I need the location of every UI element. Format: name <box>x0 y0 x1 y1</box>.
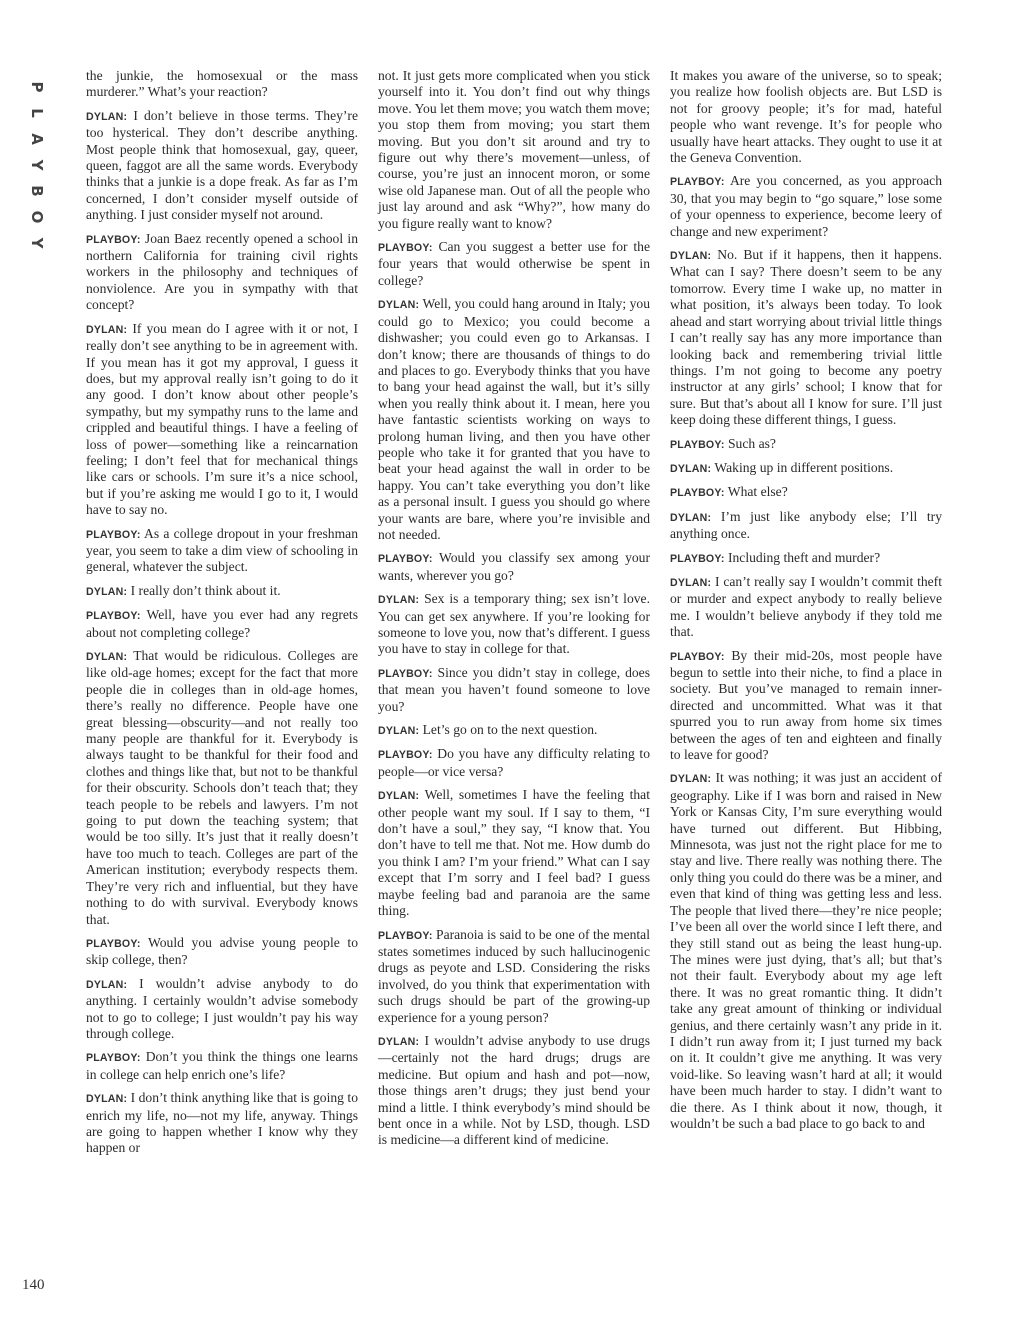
text-column-1 <box>86 68 358 1164</box>
logo-letter: B <box>28 185 46 197</box>
interview-paragraph <box>378 1033 650 1149</box>
speaker-label: DYLAN: <box>378 790 420 803</box>
speaker-label: DYLAN: <box>86 323 128 336</box>
paragraph-text: Do you have any difficulty relating to people—or vice versa? <box>378 746 650 779</box>
interview-paragraph <box>670 550 942 567</box>
interview-paragraph <box>86 231 358 314</box>
paragraph-text: Paranoia is said to be one of the mental states sometimes induced by such hallucinogenic drugs as peyote and LSD. Considering the risks involved, do you think that experimentation with such drugs should be part of the growing-up experience for a young person? <box>378 926 650 1025</box>
paragraph-text: As a college dropout in your freshman year, you seem to take a dim view of schooling in general, whatever the subject. <box>86 525 358 575</box>
logo-letter: Y <box>28 159 46 171</box>
paragraph-text: Such as? <box>727 435 776 451</box>
interview-paragraph <box>670 648 942 764</box>
speaker-label: PLAYBOY: <box>86 1052 141 1065</box>
speaker-label: PLAYBOY: <box>86 610 141 623</box>
interview-paragraph <box>378 746 650 780</box>
interview-paragraph <box>670 247 942 428</box>
speaker-label: DYLAN: <box>378 594 420 607</box>
speaker-label: DYLAN: <box>378 725 420 738</box>
speaker-label: DYLAN: <box>86 978 128 991</box>
interview-paragraph <box>86 321 358 519</box>
paragraph-text: Waking up in different positions. <box>714 459 894 475</box>
logo-letter: L <box>28 108 46 118</box>
paragraph-text: Joan Baez recently opened a school in northern California for training civil rights workers in the philosophy and techniques of nonviolence. Are you in sympathy with that concept? <box>86 230 359 313</box>
paragraph-text: Are you concerned, as you approach 30, that you may begin to “go square,” lose some of your openness to experience, become leery of change and new experiment? <box>670 173 942 239</box>
speaker-label: PLAYBOY: <box>670 438 725 451</box>
speaker-label: DYLAN: <box>378 1035 420 1048</box>
continued-paragraph <box>86 68 358 101</box>
paragraph-text: I wouldn’t advise anybody to use drugs—certainly not the hard drugs; drugs are medicine. But opium and hash and pot—now, those things aren’t drugs; they just bend your mind a little. I think everybody’s mind should be bent once in a while. Not by LSD, though. LSD is medicine—a different kind of medicine. <box>378 1032 650 1148</box>
speaker-label: DYLAN: <box>670 773 712 786</box>
interview-paragraph <box>378 550 650 584</box>
speaker-label: PLAYBOY: <box>670 552 725 565</box>
interview-paragraph <box>670 436 942 453</box>
interview-paragraph <box>670 173 942 240</box>
speaker-label: PLAYBOY: <box>86 233 141 246</box>
interview-paragraph <box>86 526 358 576</box>
interview-paragraph <box>670 509 942 543</box>
interview-paragraph <box>86 607 358 641</box>
paragraph-text: It was nothing; it was just an accident of geography. Like if I was born and raised in New York or Kansas City, I’m sure everything would have turned out different. But Hibbing, Minnesota, was just not the right place for me to stay and live. There really was nothing there. The only thing you could do there was be a miner, and even that kind of thing was getting less and less. The people that lived there—they’re nice people; I’ve been all over the world since I left there, and they still stand out as being the least hung-up. The mines were just dying, that’s all; but that’s not their fault. Everybody about my age left there. It was no great romantic thing. It didn’t take any great amount of thinking or individual genius, and there certainly wasn’t any pride in it. I didn’t run away from it; I just turned my back on it. It couldn’t give me anything. It was very void-like. So leaving wasn’t hard at all; it would have been much harder to stay. I didn’t want to die there. As I think about it now, though, it wouldn’t be such a bad place to go back to and <box>670 770 942 1131</box>
paragraph-text: Sex is a temporary thing; sex isn’t love. You can get sex anywhere. If you’re looking for someone to love you, now that’s different. I guess you have to stay in college for that. <box>378 591 650 657</box>
interview-paragraph <box>378 722 650 739</box>
page-number: 140 <box>22 1277 45 1293</box>
speaker-label: PLAYBOY: <box>378 553 433 566</box>
paragraph-text: Would you advise young people to skip college, then? <box>86 934 359 968</box>
interview-paragraph <box>670 770 942 1132</box>
speaker-label: PLAYBOY: <box>670 487 725 500</box>
logo-letter: A <box>28 133 46 145</box>
paragraph-text: Can you suggest a better use for the four years that would otherwise be spent in college? <box>378 239 650 288</box>
interview-paragraph <box>378 665 650 715</box>
paragraph-text: If you mean do I agree with it or not, I really don’t see anything to be in agreement with. If you mean has it got my approval, I guess it does, but my approval really isn’t going to do it any good. I don’t know about other people’s sympathy, but my sympathy runs to the lame and crippled and beautiful things. I have a feeling of loss of power—something like a reincarnation feeling; I don’t feel that for mechanical things like cars or schools. I’m sure it’s a nice school, but if you’re asking me would I go to it, I would have to say no. <box>86 320 358 518</box>
interview-paragraph <box>378 591 650 658</box>
paragraph-text: Well, you could hang around in Italy; you could go to Mexico; you could become a dishwasher; you could even go to Arkansas. I don’t know; there are thousands of things to do and places to go. Everybody thinks that you have to bang your head against the wall, but it’s silly when you really think about it. I mean, here you have fantastic scientists working on ways to prolong human living, and then you have other people who take it for granted that you have to beat your head against the wall in order to be happy. You can’t take everything you don’t like as a personal insult. I guess you should go where your wants are bare, where you’re invisible and not needed. <box>378 296 651 542</box>
continued-paragraph <box>378 68 650 232</box>
interview-paragraph <box>86 976 358 1043</box>
text-column-2 <box>378 68 650 1156</box>
speaker-label: DYLAN: <box>86 585 128 598</box>
interview-paragraph <box>378 239 650 289</box>
speaker-label: DYLAN: <box>670 576 712 589</box>
interview-paragraph <box>86 108 358 224</box>
logo-letter: Y <box>28 237 46 249</box>
speaker-label: PLAYBOY: <box>378 749 433 762</box>
interview-paragraph <box>670 484 942 501</box>
paragraph-text: Don’t you think the things one learns in college can help enrich one’s life? <box>86 1049 359 1082</box>
speaker-label: DYLAN: <box>670 462 712 475</box>
paragraph-text: What else? <box>727 484 788 500</box>
speaker-label: PLAYBOY: <box>378 667 433 680</box>
speaker-label: PLAYBOY: <box>378 929 433 942</box>
paragraph-text: Since you didn’t stay in college, does that mean you haven’t found someone to love you? <box>378 664 650 714</box>
interview-paragraph <box>86 935 358 969</box>
paragraph-text: I can’t really say I wouldn’t commit theft or murder and expect anybody to really believe me. I wouldn’t believe anybody if they told me that. <box>670 573 942 640</box>
speaker-label: DYLAN: <box>670 250 712 263</box>
speaker-label: DYLAN: <box>86 110 128 123</box>
speaker-label: PLAYBOY: <box>86 937 141 950</box>
continued-paragraph <box>670 68 942 166</box>
interview-paragraph <box>378 787 650 919</box>
paragraph-text: Would you classify sex among your wants, wherever you go? <box>378 550 650 583</box>
paragraph-text: I don’t believe in those terms. They’re too hysterical. They don’t describe anything. Most people think that homosexual, gay, queer, queen, faggot are all the same words. Everybody thinks that a junkie is a dope freak. As far as I’m concerned, I don’t consider myself outside of anything. I just consider myself not around. <box>86 107 358 223</box>
paragraph-text: By their mid-20s, most people have begun to settle into their niche, to find a place in society. But you’ve managed to remain inner-directed and uncommitted. What was it that spurred you to run away from home six times between the ages of ten and eighteen and finally to leave for good? <box>670 647 942 763</box>
paragraph-text: I wouldn’t advise anybody to do anything. I certainly wouldn’t advise somebody not to go to college; I just wouldn’t pay his way through college. <box>86 975 358 1041</box>
interview-paragraph <box>86 1090 358 1157</box>
speaker-label: PLAYBOY: <box>378 242 433 255</box>
interview-paragraph <box>86 1049 358 1083</box>
speaker-label: PLAYBOY: <box>670 650 725 663</box>
paragraph-text: not. It just gets more complicated when you stick yourself into it. You don’t find out why things move. You let them move; you watch them move; you stop them from moving; you start them moving. But you don’t sit around and try to figure out why there’s movement—unless, of course, you’re just an innocent moron, or some wise old Japanese man. Out of all the people who just lay around and ask “Why?”, how many do you figure really want to know? <box>378 68 650 231</box>
speaker-label: DYLAN: <box>378 299 420 312</box>
interview-paragraph <box>86 583 358 600</box>
playboy-side-logo <box>26 74 48 256</box>
speaker-label: DYLAN: <box>86 651 128 663</box>
logo-letter: O <box>28 210 46 224</box>
interview-paragraph <box>670 460 942 477</box>
paragraph-text: I’m just like anybody else; I’ll try anything once. <box>670 508 942 542</box>
speaker-label: PLAYBOY: <box>670 176 725 189</box>
paragraph-text: the junkie, the homosexual or the mass murderer.” What’s your reaction? <box>86 68 358 100</box>
paragraph-text: Let’s go on to the next question. <box>422 722 598 738</box>
interview-paragraph <box>378 927 650 1026</box>
interview-paragraph <box>86 648 358 928</box>
speaker-label: DYLAN: <box>670 511 712 524</box>
interview-paragraph <box>378 296 650 543</box>
text-column-3 <box>670 68 942 1139</box>
paragraph-text: Well, have you ever had any regrets about not completing college? <box>86 607 358 640</box>
speaker-label: DYLAN: <box>86 1093 128 1106</box>
speaker-label: PLAYBOY: <box>86 528 141 541</box>
paragraph-text: Including theft and murder? <box>727 549 881 565</box>
logo-letter: P <box>28 81 46 93</box>
paragraph-text: Well, sometimes I have the feeling that other people want my soul. If I say to them, “I don’t have a soul,” they say, “I know that. You don’t have to tell me that. Not me. How dumb do you think I am? I’m your friend.” What can I say except that I’m sorry and I feel bad? I guess maybe feeling bad and paranoia are the same thing. <box>378 787 650 919</box>
paragraph-text: No. But if it happens, then it happens. What can I say? There doesn’t seem to be any tomorrow. Every time I wake up, no matter in what position, it’s always been today. To look ahead and start worrying about trivial little things I can’t really say has any more importance than looking back and remembering trivial little things. I’m not going to become any poetry instructor at any girls’ school; I know that for sure. But that’s about all I know for sure. I’ll just keep doing these different things, I guess. <box>670 247 942 428</box>
interview-paragraph <box>670 574 942 641</box>
paragraph-text: I really don’t think about it. <box>130 582 281 598</box>
paragraph-text: I don’t think anything like that is going to enrich my life, no—not my life, anyway. Things are going to happen whether I know why they happen or <box>86 1090 358 1156</box>
paragraph-text: It makes you aware of the universe, so to speak; you realize how foolish objects are. But LSD is not for groovy people; it’s for mad, hateful people who want revenge. It’s for people who usually have heart attacks. They ought to use it at the Geneva Convention. <box>670 68 942 166</box>
paragraph-text: That would be ridiculous. Colleges are like old-age homes; except for the fact that more people die in colleges than in old-age homes, there’s really no difference. People have one great blessing—obscurity—and not really too many people are thankful for it. Everybody is always taught to be thankful for their food and clothes and things like that, but not to be thankful for their obscurity. Schools don’t teach that; they teach people to be rebels and lawyers. I’m not going to put down the teaching system; that would be too silly. It’s just that it really doesn’t have too much to teach. Colleges are part of the American institution; everybody respects them. They’re very rich and influential, but they have nothing to do with survival. Everybody knows that. <box>86 648 358 927</box>
